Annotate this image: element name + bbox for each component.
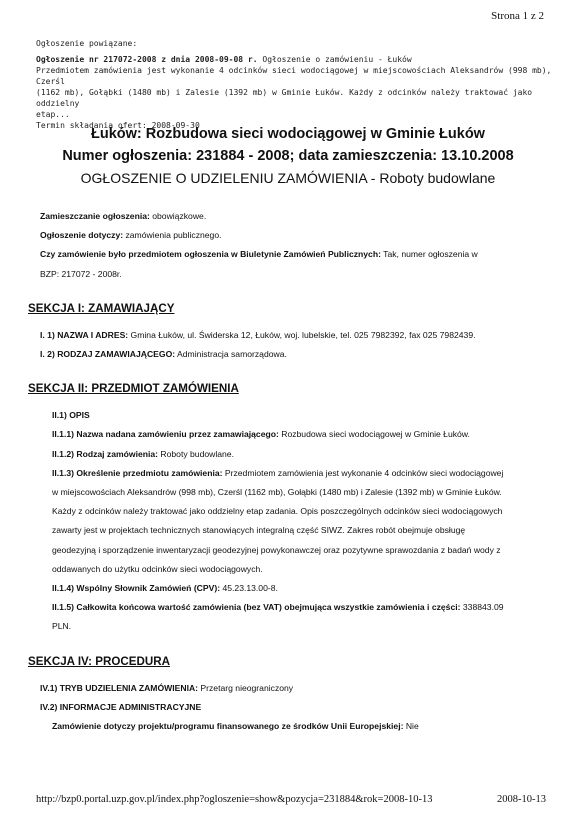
field-label: II.1.2) Rodzaj zamówienia: [52, 448, 159, 459]
intro-value: obowiązkowe. [149, 211, 207, 221]
field-value: Nie [403, 721, 419, 732]
sekcja2-row-1 [28, 425, 548, 444]
field-value: 45.23.13.00-8. [220, 583, 278, 594]
sekcja4-row-1 [28, 679, 548, 698]
page-number: Strona 1 z 2 [491, 10, 544, 22]
footer-url[interactable]: http://bzp0.portal.uzp.gov.pl/index.php?ogloszenie=show&pozycja=231884&rok=2008-10-13 [36, 794, 433, 805]
page-footer [36, 794, 546, 805]
field-label: II.1.5) Całkowita końcowa wartość zamówienia (bez VAT) obejmująca wszystkie zamówienia i części: [52, 602, 461, 613]
sekcja2-opis: II.1) OPIS [52, 410, 90, 421]
section-heading-1: SEKCJA I: ZAMAWIAJĄCY [28, 301, 175, 315]
field-value: Przedmiotem zamówienia jest wykonanie 4 odcinków sieci wodociągowej [222, 467, 504, 478]
notice-title: Łuków: Rozbudowa sieci wodociągowej w Gminie Łuków [91, 126, 485, 142]
intro-value: zamówienia publicznego. [123, 230, 222, 241]
field-value: 338843.09 [460, 602, 504, 613]
field-value: Gmina Łuków, ul. Świderska 12, Łuków, woj. lubelskie, tel. 025 7982392, fax 025 7982439. [128, 329, 476, 340]
related-ref-link[interactable]: Ogłoszenie nr 217072-2008 z dnia 2008-09-08 r. [36, 55, 258, 64]
intro-label: Ogłoszenie dotyczy: [40, 230, 124, 241]
intro-row-2 [28, 226, 548, 245]
intro-row-1 [28, 207, 548, 226]
sekcja2-row-4 [28, 579, 548, 598]
field-label: II.1.1) Nazwa nadana zamówieniu przez zamawiającego: [52, 429, 279, 440]
sekcja2-row-3-l5: geodezyjną i sporządzenie inwentaryzacji geodezyjnej powykonawczej oraz pozytywne sprawozdania z badań wody z [52, 544, 501, 555]
sekcja1-row-1 [28, 326, 548, 345]
field-label: I. 1) NAZWA I ADRES: [40, 329, 129, 340]
section-heading-4: SEKCJA IV: PROCEDURA [28, 654, 170, 668]
intro-label: Czy zamówienie było przedmiotem ogłoszenia w Biuletynie Zamówień Publicznych: [40, 249, 381, 260]
related-notice [36, 38, 556, 131]
related-ref-line [36, 55, 412, 64]
field-value: Przetarg nieograniczony [198, 682, 294, 693]
sekcja4-row-2: IV.2) INFORMACJE ADMINISTRACYJNE [40, 701, 202, 712]
notice-content [28, 207, 548, 736]
sekcja2-row-2 [28, 445, 548, 464]
sekcja2-row-5 [28, 598, 548, 617]
field-value: Rozbudowa sieci wodociągowej w Gminie Łuków. [278, 429, 470, 440]
sekcja2-row-3-l6: oddawanych do użytku odcinków sieci wodociągowych. [52, 563, 263, 574]
title-block [0, 123, 576, 189]
intro-value: Tak, numer ogłoszenia w [380, 249, 478, 260]
field-value: Administracja samorządowa. [175, 349, 287, 360]
intro-row-3 [28, 245, 548, 264]
field-label: Zamówienie dotyczy projektu/programu finansowanego ze środków Unii Europejskiej: [52, 721, 404, 732]
field-value: Roboty budowlane. [158, 448, 234, 459]
sekcja2-row-3-l4: zawarty jest w projektach technicznych stanowiących integralną część SIWZ. Zakres robót obejmuje obsługę [52, 525, 466, 536]
sekcja2-row-5-cont: PLN. [52, 621, 72, 632]
section-heading-2: SEKCJA II: PRZEDMIOT ZAMÓWIENIA [28, 382, 239, 396]
footer-date: 2008-10-13 [497, 794, 546, 805]
field-label: IV.1) TRYB UDZIELENIA ZAMÓWIENIA: [40, 682, 199, 693]
related-label: Ogłoszenie powiązane: [36, 39, 138, 48]
sekcja2-row-3-l2: w miejscowościach Aleksandrów (998 mb), Czerśl (1162 mb), Gołąbki (1480 mb) i Zalesie (1392 mb) w Gminie Łuków. [52, 487, 502, 498]
notice-number: Numer ogłoszenia: 231884 - 2008; data zamieszczenia: 13.10.2008 [62, 148, 514, 164]
intro-label: Zamieszczanie ogłoszenia: [40, 211, 150, 221]
sekcja2-row-3 [28, 464, 548, 483]
related-deadline: Termin składania ofert: 2008-09-30 [36, 121, 200, 130]
sekcja4-row-3 [28, 717, 548, 736]
field-label: II.1.4) Wspólny Słownik Zamówień (CPV): [52, 583, 221, 594]
field-label: I. 2) RODZAJ ZAMAWIAJĄCEGO: [40, 349, 176, 360]
notice-type: OGŁOSZENIE O UDZIELENIU ZAMÓWIENIA - Roboty budowlane [80, 170, 496, 186]
related-ref-suffix: Ogłoszenie o zamówieniu - Łuków [257, 55, 412, 64]
sekcja1-row-2 [28, 345, 548, 364]
intro-row-3-cont: BZP: 217072 - 2008r. [40, 268, 122, 279]
field-label: II.1.3) Określenie przedmiotu zamówienia: [52, 467, 223, 478]
related-description: Przedmiotem zamówienia jest wykonanie 4 odcinków sieci wodociągowej w miejscowościach Aleksandrów (998 mb), Czerśl (1162 mb), Gołąbki (1480 mb) i Zalesie (1392 mb) w Gminie Łuków. Każdy z odcinków należy traktować jako oddzielny etap... [36, 66, 552, 119]
sekcja2-row-3-l3: Każdy z odcinków należy traktować jako oddzielny etap zadania. Opis poszczególnych odcinków sieci wodociągowych [52, 506, 503, 517]
